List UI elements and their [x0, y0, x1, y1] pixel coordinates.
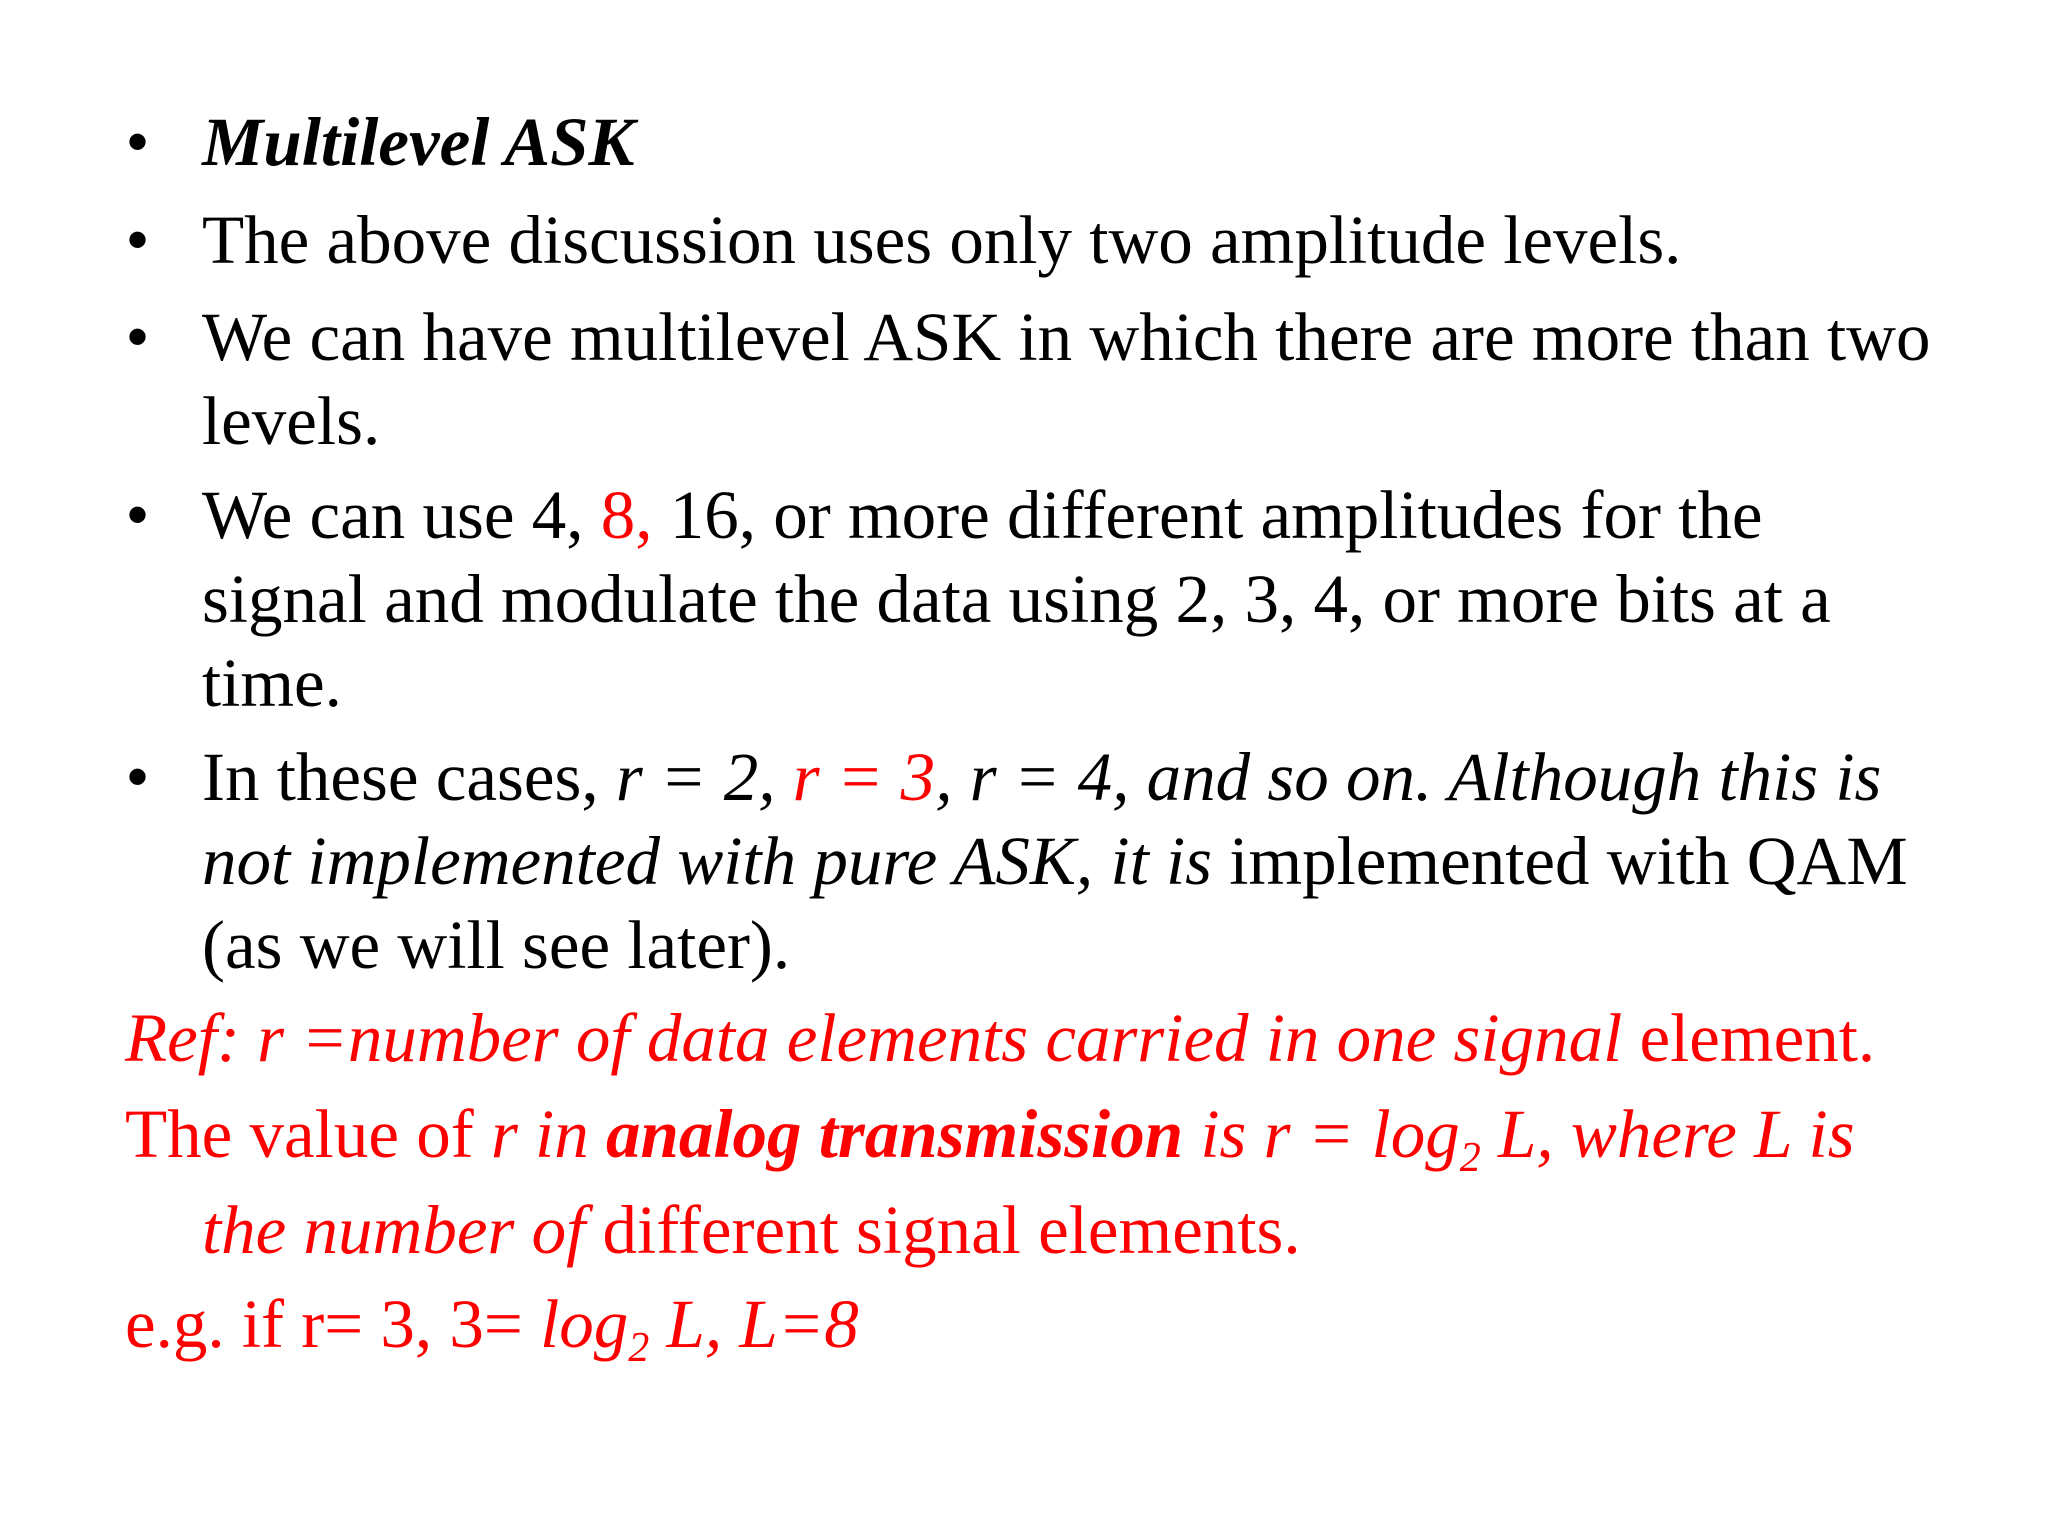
bullet-text	[202, 198, 1962, 282]
bullet-line	[202, 735, 1962, 819]
bullet-dot: •	[127, 481, 149, 548]
highlight-r-equals-3: r = 3	[792, 739, 936, 815]
text-segment: L, L=8	[649, 1286, 859, 1362]
text-segment: e.g. if r= 3, 3=	[125, 1286, 541, 1362]
text-segment: r = 2,	[615, 739, 793, 815]
text-segment: , r = 4, and so on. Although this is	[935, 739, 1882, 815]
text-segment: implemented with QAM	[1212, 823, 1908, 899]
text-segment: L, where L is	[1480, 1096, 1855, 1172]
bullet-dot: •	[127, 206, 149, 273]
bullet-dot: •	[127, 743, 149, 810]
text-segment: element.	[1622, 1000, 1876, 1076]
bullet-line: The above discussion uses only two amplitude levels.	[202, 202, 1682, 278]
ref-continuation	[202, 1188, 1301, 1272]
text-segment: is r = log	[1183, 1096, 1460, 1172]
analog-transmission-term: analog transmission	[605, 1096, 1184, 1172]
bullet-text	[202, 735, 1962, 987]
highlight-eight: 8,	[583, 477, 653, 553]
text-segment: 16, or more different amplitudes for the	[652, 477, 1763, 553]
bullet-line: signal and modulate the data using 2, 3, 4, or more bits at a	[202, 561, 1831, 637]
ref-definition	[125, 996, 1875, 1080]
bullet-text	[202, 100, 1962, 184]
example-line	[125, 1282, 859, 1371]
ref-formula-line	[125, 1092, 1855, 1181]
text-segment: different signal elements.	[585, 1192, 1301, 1268]
bullet-text	[202, 295, 1962, 463]
text-segment: We can use 4,	[202, 477, 584, 553]
log-base: 2	[1459, 1135, 1481, 1181]
bullet-dot: •	[127, 108, 149, 175]
bullet-line	[202, 473, 1962, 557]
bullet-line: levels.	[202, 383, 381, 459]
bullet-line: (as we will see later).	[202, 907, 791, 983]
log-base: 2	[628, 1325, 650, 1371]
heading-multilevel-ask: Multilevel ASK	[202, 104, 635, 180]
text-segment: the number of	[202, 1192, 586, 1268]
text-segment: log	[540, 1286, 629, 1362]
bullet-line: We can have multilevel ASK in which there are more than two	[202, 299, 1931, 375]
text-segment: The value of	[125, 1096, 491, 1172]
text-segment: In these cases,	[202, 739, 616, 815]
text-segment: not implemented with pure ASK, it is	[202, 823, 1213, 899]
bullet-line	[202, 819, 1962, 903]
bullet-line: time.	[202, 645, 342, 721]
text-segment: Ref: r =number of data elements carried in one signal	[125, 1000, 1623, 1076]
bullet-text	[202, 473, 1962, 725]
bullet-dot: •	[127, 303, 149, 370]
text-segment: r in	[490, 1096, 606, 1172]
